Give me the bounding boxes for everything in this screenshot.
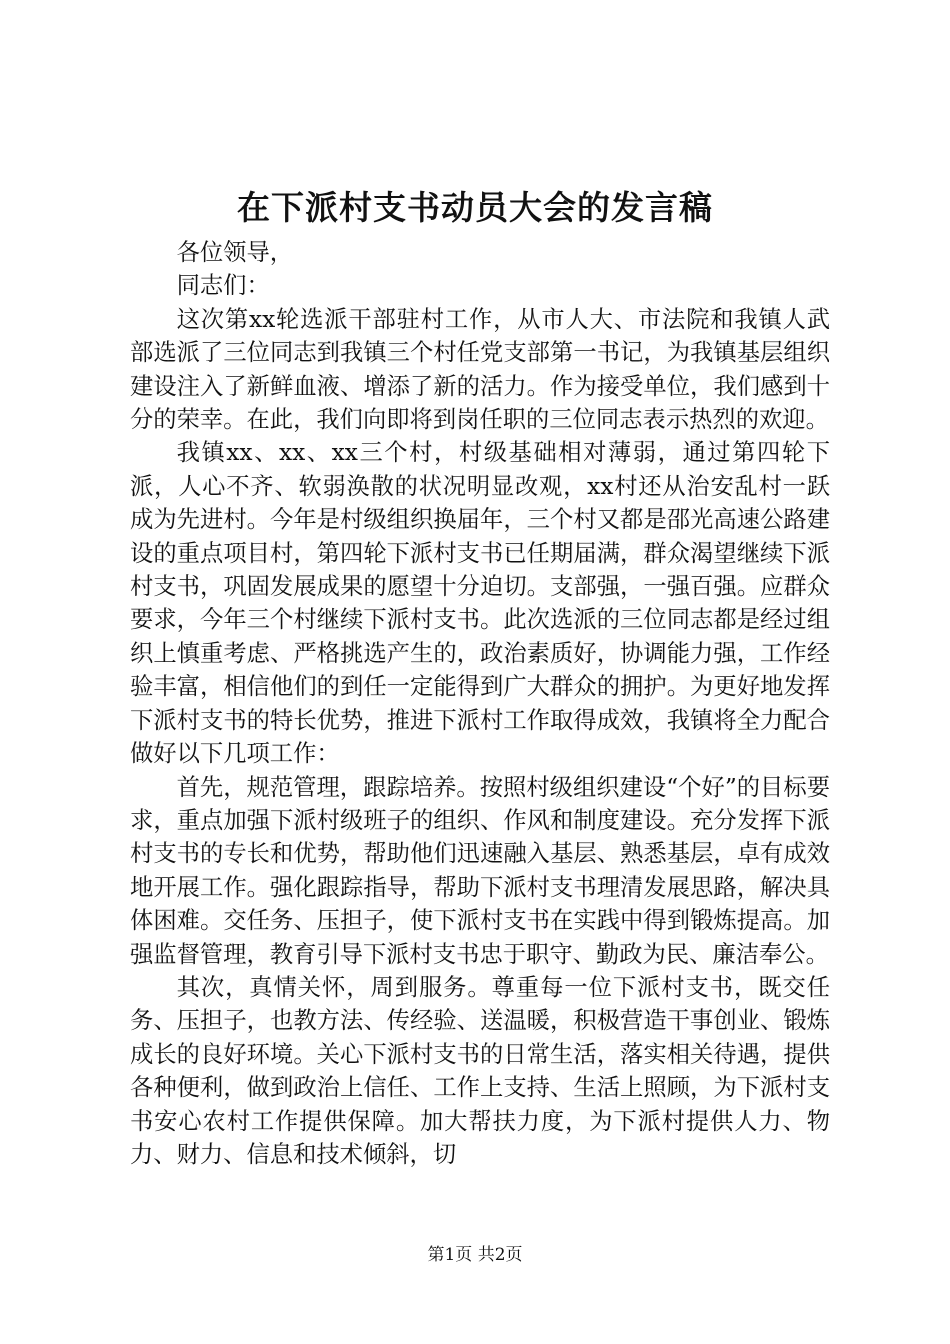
salutation-leaders: 各位领导，	[176, 239, 294, 266]
paragraph-background: 我镇xx、xx、xx三个村，村级基础相对薄弱，通过第四轮下派，人心不齐、软弱涣散的状况明显改观，xx村还从治安乱村一跃成为先进村。今年是村级组织换届年，三个村又都是邵光高速公路建设的重点项目村，第四轮下派村支书已任期届满，群众渴望继续下派村支书，巩固发展成果的愿望十分迫切。支部强，一强百强。应群众要求，今年三个村继续下派村支书。此次选派的三位同志都是经过组织上慎重考虑、严格挑选产生的，政治素质好，协调能力强，工作经验丰富，相信他们的到任一定能得到广大群众的拥护。为更好地发挥下派村支书的特长优势，推进下派村工作取得成效，我镇将全力配合做好以下几项工作：	[130, 439, 830, 768]
document-title: 在下派村支书动员大会的发言稿	[237, 188, 713, 227]
paragraph-second-point: 其次，真情关怀，周到服务。尊重每一位下派村支书，既交任务、压担子，也教方法、传经验、送温暖，积极营造干事创业、锻炼成长的良好环境。关心下派村支书的日常生活，落实相关待遇，提供各种便利，做到政治上信任、工作上支持、生活上照顾，为下派村支书安心农村工作提供保障。加大帮扶力度，为下派村提供人力、物力、财力、信息和技术倾斜，切	[130, 973, 830, 1168]
salutation-comrades: 同志们：	[176, 272, 270, 300]
page-footer: 第1页 共2页	[427, 1245, 523, 1265]
document-body	[130, 236, 830, 1171]
paragraph-first-point: 首先，规范管理，跟踪培养。按照村级组织建设“个好”的目标要求，重点加强下派村级班子的组织、作风和制度建设。充分发挥下派村支书的专长和优势，帮助他们迅速融入基层、熟悉基层，卓有成效地开展工作。强化跟踪指导，帮助下派村支书理清发展思路，解决具体困难。交任务、压担子，使下派村支书在实践中得到锻炼提高。加强监督管理，教育引导下派村支书忠于职守、勤政为民、廉洁奉公。	[130, 773, 830, 968]
paragraph-intro: 这次第xx轮选派干部驻村工作，从市人大、市法院和我镇人武部选派了三位同志到我镇三个村任党支部第一书记，为我镇基层组织建设注入了新鲜血液、增添了新的活力。作为接受单位，我们感到十分的荣幸。在此，我们向即将到岗任职的三位同志表示热烈的欢迎。	[130, 305, 830, 434]
